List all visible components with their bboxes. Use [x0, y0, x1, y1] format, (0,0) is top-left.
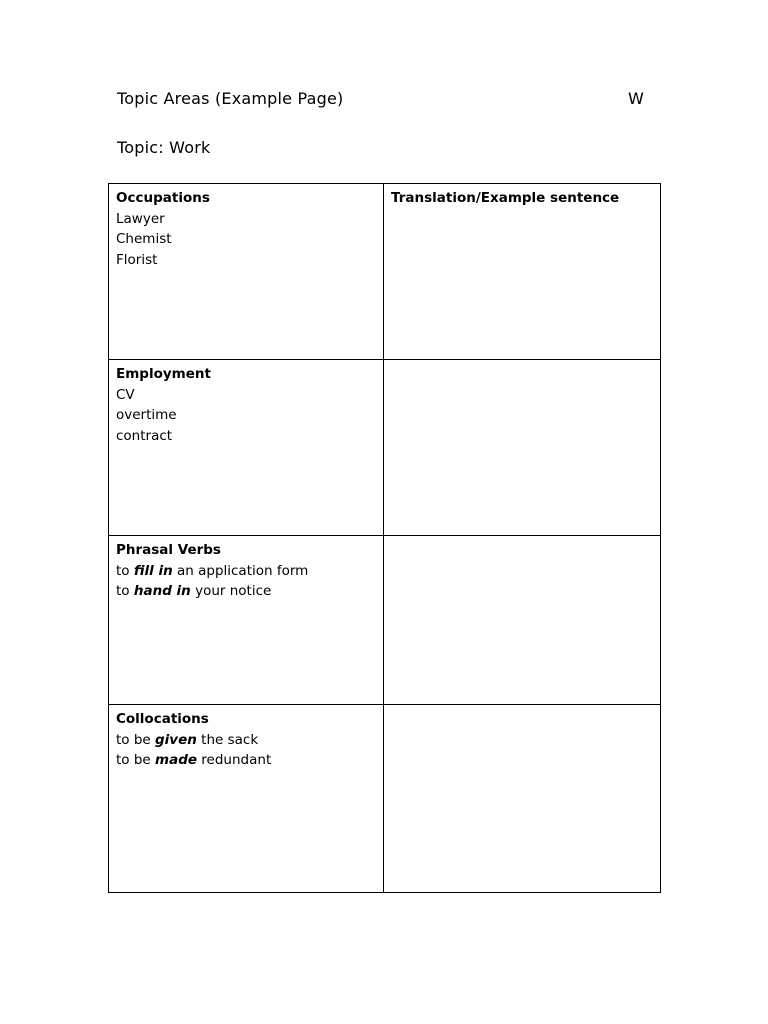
vocab-item: Florist [116, 251, 158, 268]
page-letter: W [628, 89, 644, 108]
section-heading-collocations: Collocations [116, 711, 209, 727]
vocab-item: overtime [116, 407, 177, 423]
vocab-prefix: to [116, 583, 134, 599]
vocab-item [116, 561, 376, 582]
vocab-item [116, 730, 376, 751]
occupations-cell [109, 184, 384, 360]
vocab-suffix: an application form [172, 562, 309, 579]
vocab-prefix: to [116, 562, 134, 579]
vocab-item [116, 581, 376, 602]
phrasal-verbs-cell [109, 536, 384, 705]
vocab-suffix: redundant [197, 752, 272, 768]
vocab-item: Lawyer [116, 210, 165, 227]
section-heading-occupations: Occupations [116, 190, 210, 206]
vocab-emphasis: made [155, 752, 198, 768]
vocab-item: contract [116, 427, 173, 444]
vocab-prefix: to be [116, 731, 156, 748]
vocab-item [116, 750, 376, 771]
section-heading-employment: Employment [116, 366, 211, 382]
section-heading-phrasal-verbs: Phrasal Verbs [116, 542, 221, 558]
employment-cell [109, 360, 384, 536]
collocations-cell [109, 705, 384, 892]
vocab-emphasis: fill in [133, 562, 173, 579]
translation-cell [384, 536, 660, 705]
vocab-item: CV [116, 386, 135, 403]
translation-header: Translation/Example sentence [391, 190, 620, 206]
translation-cell [384, 360, 660, 536]
topic-line: Topic: Work [117, 138, 211, 157]
vocab-suffix: the sack [196, 731, 259, 748]
vocab-emphasis: hand in [133, 583, 191, 599]
vocab-prefix: to be [116, 752, 156, 768]
translation-cell [384, 705, 660, 892]
vocab-emphasis: given [155, 731, 197, 748]
vocab-suffix: your notice [190, 583, 272, 599]
page-title: Topic Areas (Example Page) [117, 89, 344, 108]
vocabulary-table [108, 183, 661, 893]
vocab-item: Chemist [116, 231, 172, 247]
translation-cell [384, 184, 660, 360]
